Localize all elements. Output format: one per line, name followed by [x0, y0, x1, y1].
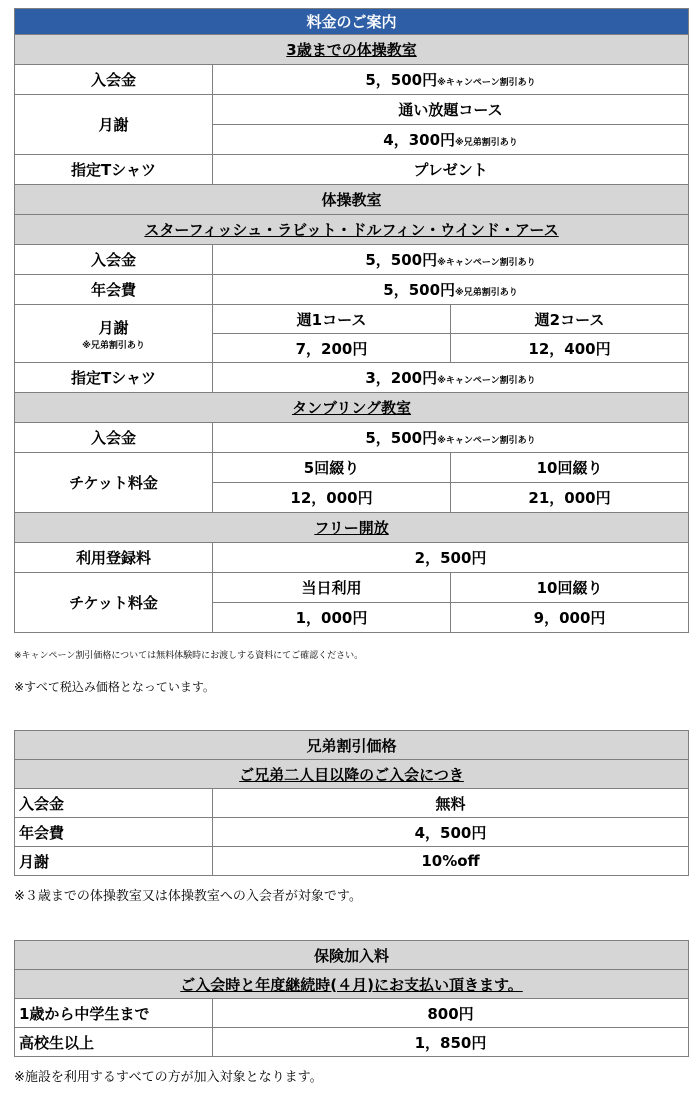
note: ※兄弟割引あり	[82, 340, 145, 351]
section-heading-gymnastics: 体操教室	[15, 185, 689, 215]
course-name: 週1コース	[213, 305, 451, 334]
row-label-annual-fee: 年会費	[15, 818, 213, 847]
price-cell: 5，500円※キャンペーン割引あり	[213, 423, 689, 453]
price-cell: 無料	[213, 789, 689, 818]
section-heading-tumbling: タンブリング教室	[15, 393, 689, 423]
sibling-discount-title: 兄弟割引価格	[15, 731, 689, 760]
note: ※キャンペーン割引あり	[437, 376, 536, 386]
price-cell: 5，500円※兄弟割引あり	[213, 275, 689, 305]
price-cell: 2，500円	[213, 543, 689, 573]
tshirt-value: プレゼント	[213, 155, 689, 185]
price-cell: 5，500円※キャンペーン割引あり	[213, 245, 689, 275]
sibling-discount-subtitle: ご兄弟二人目以降のご入会につき	[15, 760, 689, 789]
price-cell: 3，200円※キャンペーン割引あり	[213, 363, 689, 393]
course-name: 通い放題コース	[213, 95, 689, 125]
note: ※キャンペーン割引あり	[437, 436, 536, 446]
row-label-registration: 利用登録料	[15, 543, 213, 573]
price-cell: 5，500円※キャンペーン割引あり	[213, 65, 689, 95]
price-table	[14, 8, 689, 633]
ticket-type: 10回綴り	[451, 453, 689, 483]
row-label-entry-fee: 入会金	[15, 789, 213, 818]
ticket-type: 5回綴り	[213, 453, 451, 483]
row-label-age-group: 1歳から中学生まで	[15, 999, 213, 1028]
row-label-annual-fee: 年会費	[15, 275, 213, 305]
ticket-type: 当日利用	[213, 573, 451, 603]
row-label-entry-fee: 入会金	[15, 423, 213, 453]
course-name: 週2コース	[451, 305, 689, 334]
insurance-table	[14, 940, 689, 1057]
price-cell: 9，000円	[451, 603, 689, 633]
price-cell: 10%off	[213, 847, 689, 876]
row-label-tshirt: 指定Tシャツ	[15, 363, 213, 393]
price-table-title: 料金のご案内	[15, 9, 689, 35]
price-cell: 1，850円	[213, 1028, 689, 1057]
price-cell: 1，000円	[213, 603, 451, 633]
section-heading-free-open: フリー開放	[15, 513, 689, 543]
tax-note: ※すべて税込み価格となっています。	[14, 680, 215, 694]
section-heading-toddler: 3歳までの体操教室	[15, 35, 689, 65]
price-cell: 21，000円	[451, 483, 689, 513]
row-label-entry-fee: 入会金	[15, 245, 213, 275]
note: ※兄弟割引あり	[455, 138, 518, 148]
note: ※キャンペーン割引あり	[437, 258, 536, 268]
price-cell: 12，400円	[451, 334, 689, 363]
insurance-note: ※施設を利用するすべての方が加入対象となります。	[14, 1070, 323, 1085]
price-cell: 7，200円	[213, 334, 451, 363]
price-cell: 800円	[213, 999, 689, 1028]
row-label-tshirt: 指定Tシャツ	[15, 155, 213, 185]
note: ※キャンペーン割引あり	[437, 78, 536, 88]
price-cell: 4，300円※兄弟割引あり	[213, 125, 689, 155]
row-label-ticket: チケット料金	[15, 573, 213, 633]
row-label-monthly-fee: 月謝 ※兄弟割引あり	[15, 305, 213, 363]
sibling-discount-note: ※３歳までの体操教室又は体操教室への入会者が対象です。	[14, 889, 362, 904]
price-cell: 4，500円	[213, 818, 689, 847]
row-label-age-group: 高校生以上	[15, 1028, 213, 1057]
section-subheading-classes: スターフィッシュ・ラビット・ドルフィン・ウインド・アース	[15, 215, 689, 245]
row-label-ticket: チケット料金	[15, 453, 213, 513]
row-label-entry-fee: 入会金	[15, 65, 213, 95]
ticket-type: 10回綴り	[451, 573, 689, 603]
insurance-title: 保険加入料	[15, 941, 689, 970]
note: ※兄弟割引あり	[455, 288, 518, 298]
campaign-note: ※キャンペーン割引価格については無料体験時にお渡しする資料にてご確認ください。	[14, 651, 364, 661]
row-label-monthly-fee: 月謝	[15, 95, 213, 155]
sibling-discount-table	[14, 730, 689, 876]
price-cell: 12，000円	[213, 483, 451, 513]
row-label-monthly-fee: 月謝	[15, 847, 213, 876]
insurance-subtitle: ご入会時と年度継続時(４月)にお支払い頂きます。	[15, 970, 689, 999]
